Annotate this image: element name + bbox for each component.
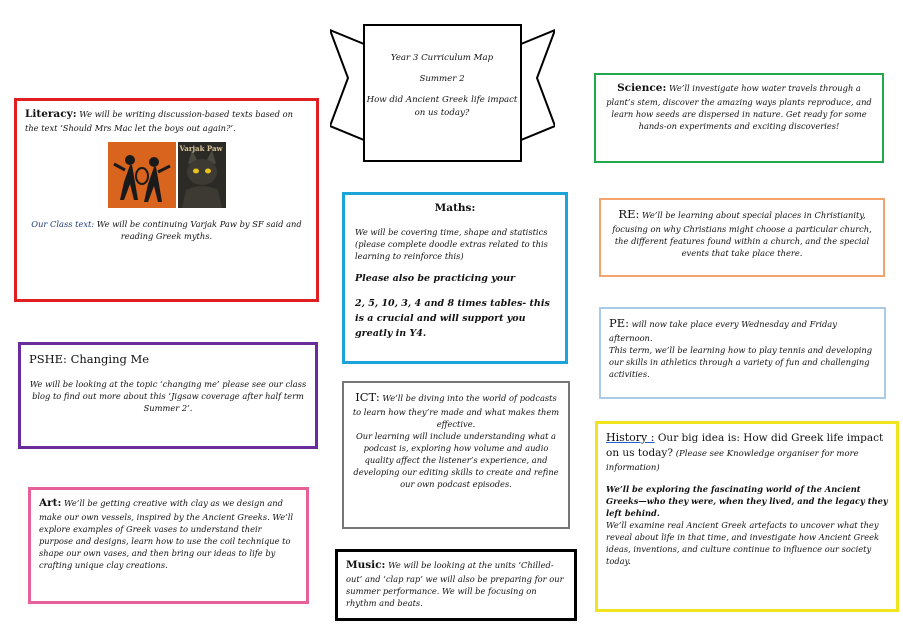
maths-practice-title: Please also be practicing your <box>355 273 516 285</box>
re-text: We’ll be learning about special places in Christianity, focusing on why Christians might choose a particular church, the different features found within a church, and the special events that take place there. <box>612 210 872 258</box>
title-text <box>362 52 522 128</box>
pe-heading: PE: <box>609 316 630 330</box>
pshe-text: We will be looking at the topic ‘changing me’ please see our class blog to find out more about this ‘Jigsaw coverage after half term Summer 2’. <box>29 378 307 413</box>
history-big-idea: Our big idea is: How did Greek life impact on us today? <box>606 432 884 460</box>
music-box <box>335 549 577 621</box>
science-heading: Science: <box>617 82 667 94</box>
pe-text-2: This term, we’ll be learning how to play tennis and developing our skills in athletics through a variety of fun and challenging activities. <box>609 344 873 379</box>
pe-box <box>599 307 886 399</box>
maths-box <box>342 192 568 364</box>
pshe-heading: PSHE: Changing Me <box>29 352 150 366</box>
history-note: (Please see Knowledge organiser for more information) <box>606 449 859 474</box>
science-text: We’ll investigate how water travels through a plant’s stem, discover the amazing ways plants reproduce, and learn how seeds are dispersed in nature. Get ready for some hands-on experiments and exciting discoveries! <box>606 83 872 132</box>
literacy-heading: Literacy: <box>25 108 77 120</box>
book-covers <box>25 142 308 208</box>
history-box <box>595 421 899 612</box>
history-text-1: We’ll be exploring the fascinating world of the Ancient Greeks—who they were, when they lived, and the legacy they left behind. <box>606 483 888 518</box>
ict-heading: ICT: <box>355 390 380 404</box>
maths-heading: Maths: <box>434 202 476 214</box>
class-text-label: Our Class text: <box>31 219 95 230</box>
history-heading: History : <box>606 431 655 444</box>
title-line-1: Year 3 Curriculum Map <box>390 53 494 63</box>
ict-text-1: We’ll be diving into the world of podcasts to learn how they’re made and what makes them effective. <box>352 393 560 429</box>
art-heading: Art: <box>39 497 62 509</box>
maths-practice-text: 2, 5, 10, 3, 4 and 8 times tables- this is a crucial and will support you greatly in Y4. <box>355 298 550 340</box>
literacy-box <box>14 98 319 302</box>
science-box <box>594 73 884 163</box>
varjak-paw-cover-title: Varjak Paw <box>179 144 223 154</box>
maths-text: We will be covering time, shape and statistics (please complete doodle extras related to this learning to reinforce this) <box>355 227 548 262</box>
ict-box <box>342 381 570 529</box>
class-text: We will be continuing Varjak Paw by SF said and reading Greek myths. <box>94 219 302 242</box>
history-text-2: We’ll examine real Ancient Greek artefacts to uncover what they reveal about life in that time, and investigate how Ancient Greek ideas, inventions, and culture continue to influence our society today. <box>606 519 880 566</box>
title-line-3: How did Ancient Greek life impact on us today? <box>366 94 518 118</box>
literacy-text: We will be writing discussion-based texts based on the text ‘Should Mrs Mac let the boys out again?’. <box>25 109 293 134</box>
pe-text-1: will now take place every Wednesday and Friday afternoon. <box>609 319 837 343</box>
greek-warriors-icon <box>108 142 176 208</box>
re-box <box>599 198 885 277</box>
ict-text-2: Our learning will include understanding what a podcast is, exploring how volume and audio quality affect the listener’s experience, and developing our editing skills to create and refine our own podcast episodes. <box>353 430 559 489</box>
re-heading: RE: <box>618 207 640 221</box>
art-box <box>28 487 309 604</box>
title-line-2: Summer 2 <box>419 73 465 84</box>
varjak-paw-book-cover-image <box>178 142 226 208</box>
pshe-box <box>18 342 318 449</box>
greek-myths-book-cover-image <box>108 142 176 208</box>
art-text: We’ll be getting creative with clay as we design and make our own vessels, inspired by the Ancient Greeks. We’ll explore examples of Greek vases to understand their purpose and designs, learn how to use the coil technique to shape our own vases, and then bring our ideas to life by crafting unique clay creations. <box>39 498 294 571</box>
music-heading: Music: <box>346 559 386 571</box>
music-text: We will be looking at the units ‘Chilled-out’ and ‘clap rap’ we will also be preparing for our summer performance. We will be focusing on rhythm and beats. <box>346 560 564 609</box>
